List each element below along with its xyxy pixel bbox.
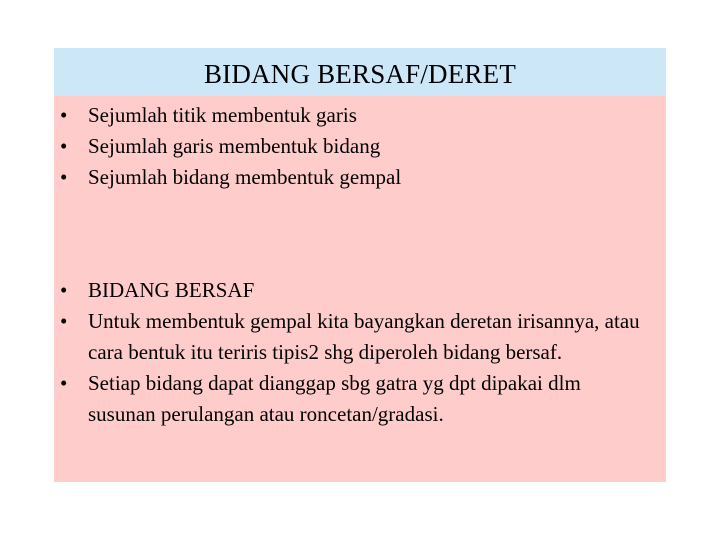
list-item bbox=[54, 162, 648, 193]
slide-title: BIDANG BERSAF/DERET bbox=[203, 58, 517, 89]
bullet-list-bidang-bersaf bbox=[54, 275, 648, 430]
list-item bbox=[54, 306, 648, 368]
bullet-icon: • bbox=[60, 165, 68, 189]
list-item bbox=[54, 131, 648, 162]
bullet-icon: • bbox=[60, 278, 68, 302]
list-item bbox=[54, 100, 648, 131]
list-item-text: Setiap bidang dapat dianggap sbg gatra yg dpt dipakai dlm susunan perulangan atau roncetan/gradasi. bbox=[88, 371, 581, 426]
title-bar bbox=[54, 48, 666, 96]
bullet-icon: • bbox=[60, 371, 68, 395]
bullet-icon: • bbox=[60, 134, 68, 158]
list-item-text: Sejumlah garis membentuk bidang bbox=[88, 134, 381, 158]
bullet-icon: • bbox=[60, 103, 68, 127]
content-panel bbox=[54, 48, 666, 482]
list-item-text: Sejumlah titik membentuk garis bbox=[88, 103, 357, 127]
bullet-list-basic bbox=[54, 100, 648, 193]
bullet-icon: • bbox=[60, 309, 68, 333]
list-item-text: Untuk membentuk gempal kita bayangkan deretan irisannya, atau cara bentuk itu teriris tipis2 shg diperoleh bidang bersaf. bbox=[88, 309, 640, 364]
list-item-text: Sejumlah bidang membentuk gempal bbox=[88, 165, 402, 189]
list-item bbox=[54, 275, 648, 306]
list-item-heading: BIDANG BERSAF bbox=[88, 278, 255, 302]
list-item bbox=[54, 368, 648, 430]
